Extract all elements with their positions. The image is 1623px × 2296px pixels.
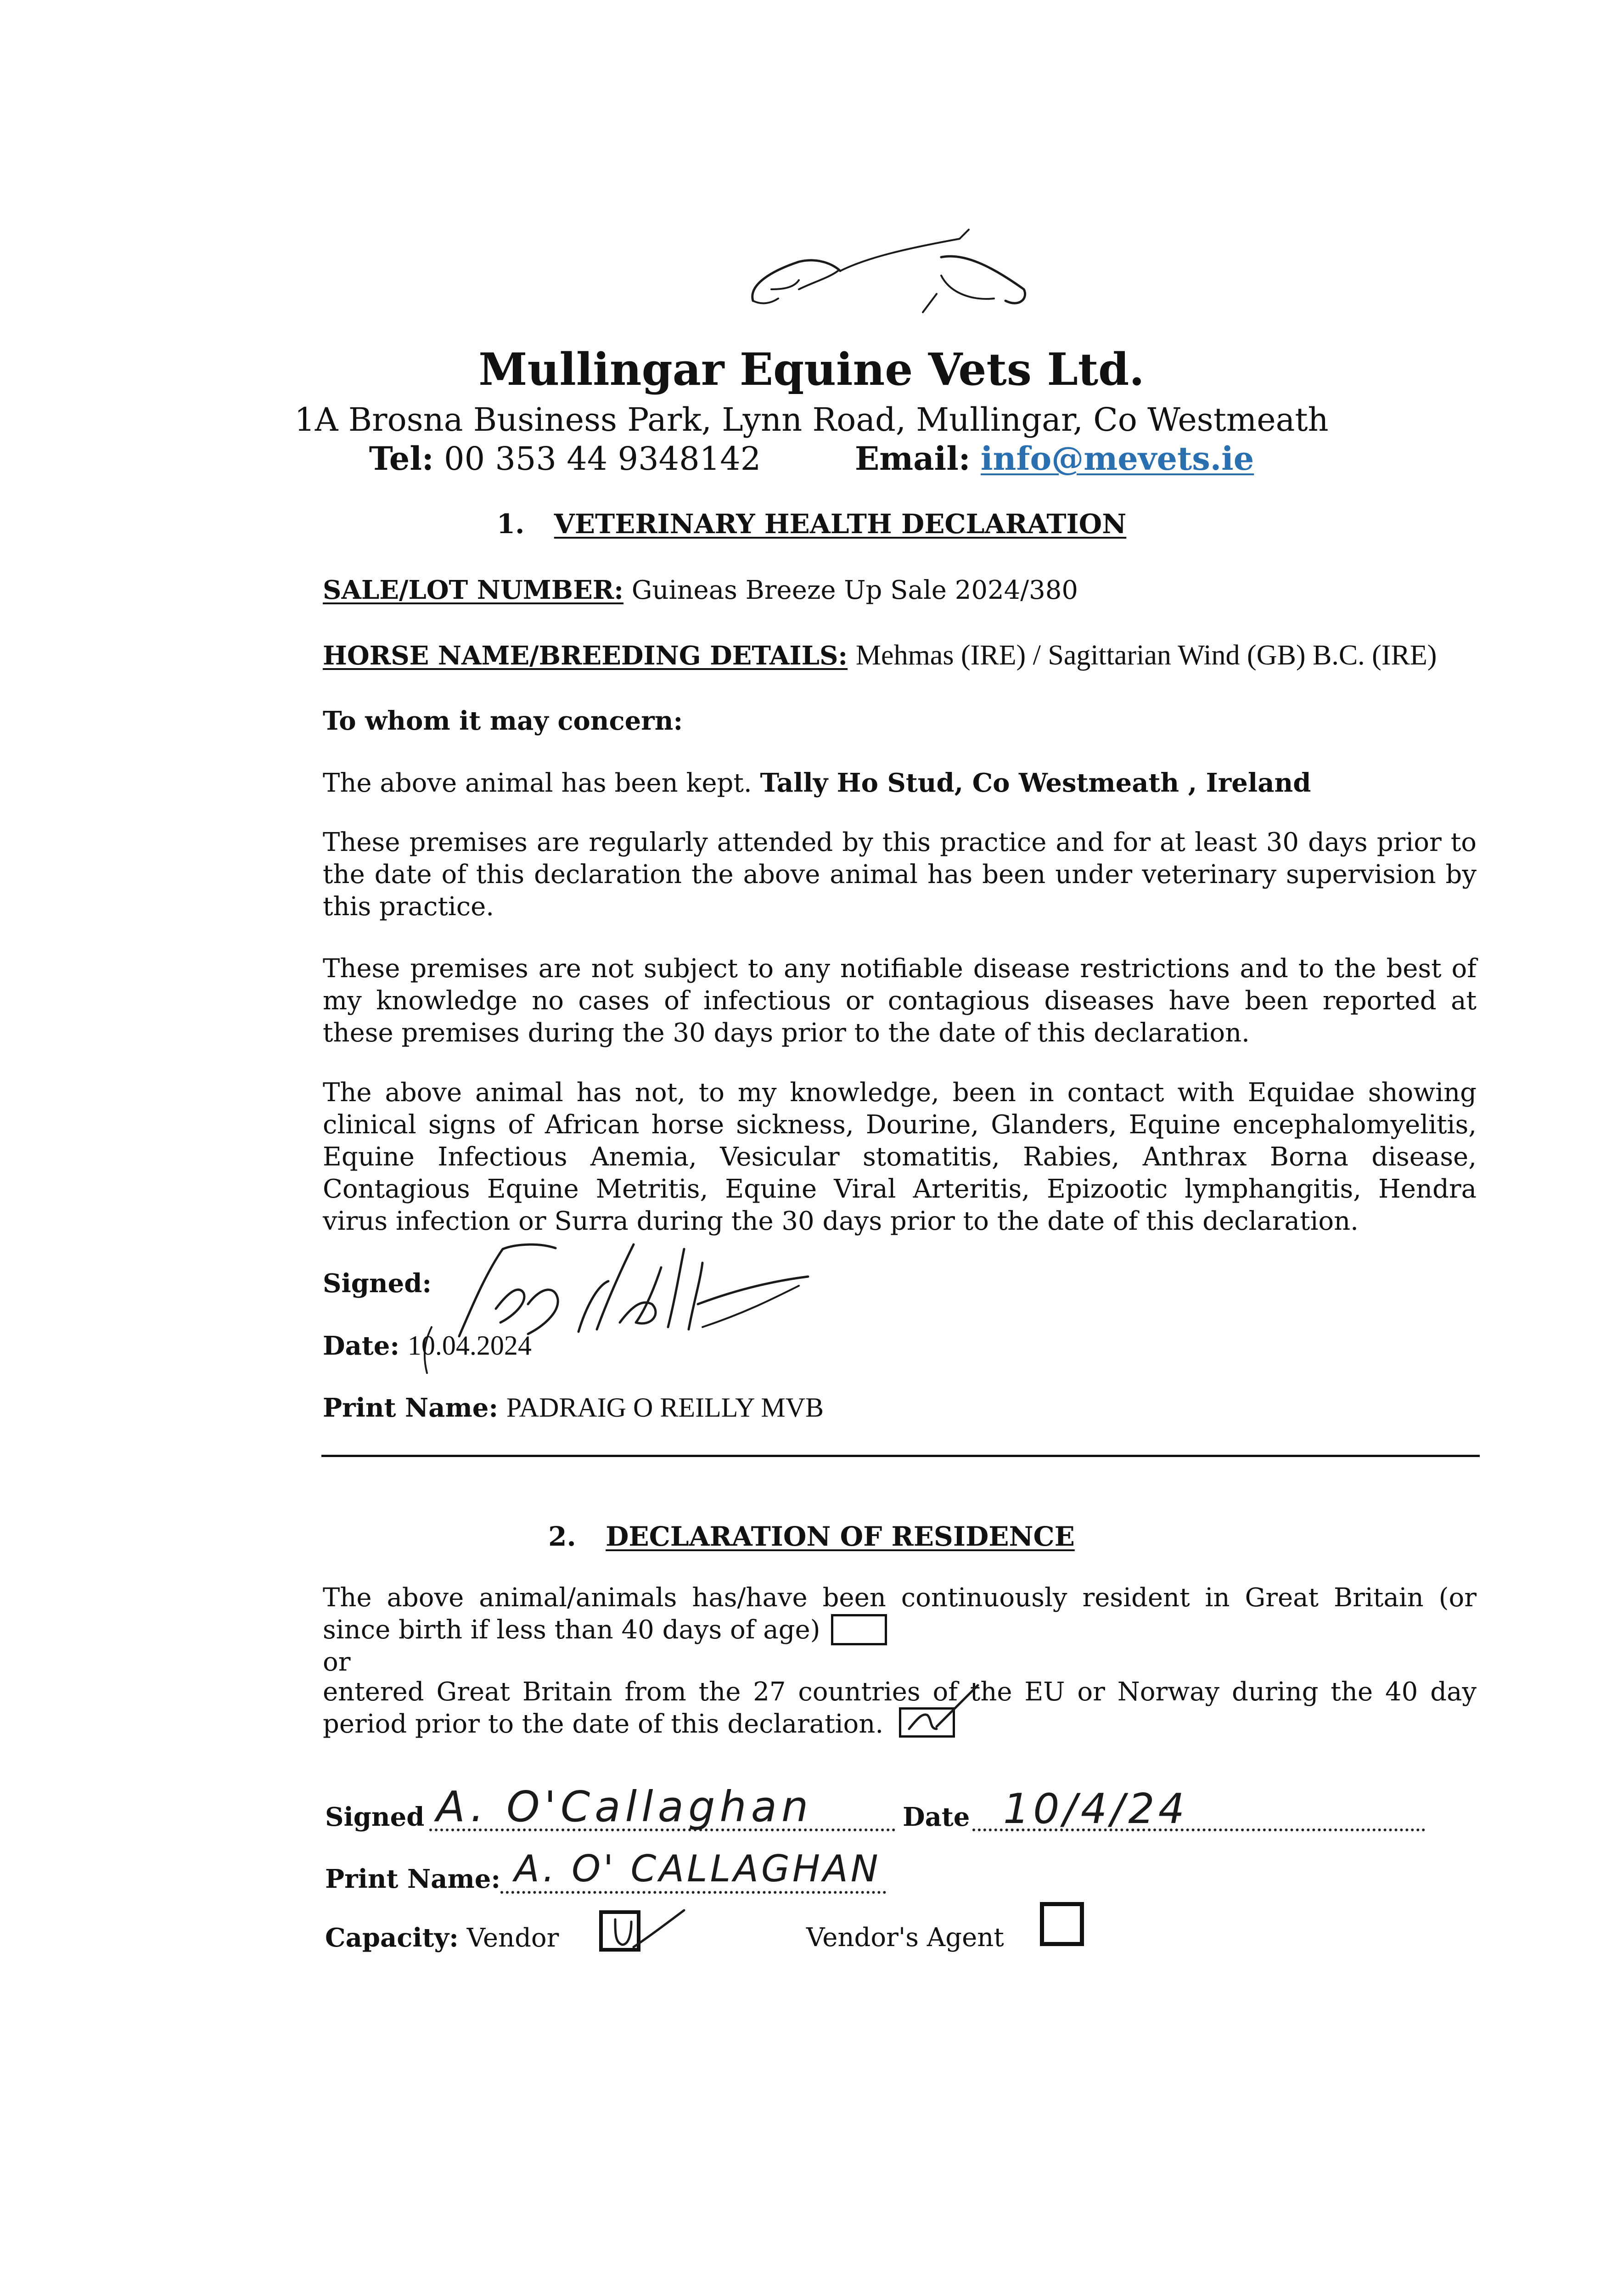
paragraph-restrictions: These premises are not subject to any notifiable disease restrictions and to the best of my knowledge no cases of infectious or contagious diseases have been reported at these premises during the 30 days prior to the date of this declaration. xyxy=(323,954,1477,1048)
section2-number: 2. xyxy=(548,1521,576,1552)
company-address: 1A Brosna Business Park, Lynn Road, Mullingar, Co Westmeath xyxy=(294,401,1329,439)
owner-signed-label: Signed xyxy=(325,1802,425,1832)
vet-print-value: PADRAIG O REILLY MVB xyxy=(506,1392,824,1423)
capacity-line xyxy=(325,1922,559,1954)
or-text: or xyxy=(323,1647,351,1677)
vendor-check-icon xyxy=(606,1901,689,1956)
contact-line xyxy=(0,439,1623,479)
owner-signed-value[interactable]: A. O'Callaghan xyxy=(436,1782,813,1831)
salutation: To whom it may concern: xyxy=(323,706,683,736)
sale-lot-value: Guineas Breeze Up Sale 2024/380 xyxy=(631,575,1078,605)
email-link[interactable]: info@mevets.ie xyxy=(980,439,1254,478)
agent-label: Vendor's Agent xyxy=(806,1923,1004,1953)
vet-date-line xyxy=(323,1329,532,1362)
residence-option2-text: entered Great Britain from the 27 countries of the EU or Norway during the 40 day period prior to the date of this declaration. xyxy=(323,1677,1477,1739)
owner-print-label: Print Name: xyxy=(325,1864,500,1894)
section2-title: DECLARATION OF RESIDENCE xyxy=(606,1521,1075,1552)
owner-print-value[interactable]: A. O' CALLAGHAN xyxy=(514,1847,881,1890)
sale-lot-line xyxy=(323,574,1078,607)
section2-heading xyxy=(0,1520,1623,1553)
tel-label: Tel: xyxy=(369,439,434,478)
residence-option1-checkbox[interactable] xyxy=(831,1614,887,1645)
kept-place: Tally Ho Stud, Co Westmeath , Ireland xyxy=(760,768,1311,798)
email-label: Email: xyxy=(854,439,971,478)
paragraph-contact: The above animal has not, to my knowledge, been in contact with Equidae showing clinical signs of African horse sickness, Dourine, Glanders, Equine encephalomyelitis, Equine Infectious Anemia, Vesicular stomatitis, Rabies, Anthrax Borna disease, Contagious Equine Metritis, Equine Viral Arteritis, Epizootic lymphangitis, Hendra virus infection or Surra during the 30 days prior to the date of this declaration. xyxy=(323,1078,1477,1236)
kept-text: The above animal has been kept. xyxy=(323,768,752,798)
vendor-agent-checkbox[interactable] xyxy=(1040,1902,1084,1946)
residence-option2-check-icon xyxy=(895,1671,983,1740)
vet-date-label: Date: xyxy=(323,1331,400,1361)
company-name: Mullingar Equine Vets Ltd. xyxy=(478,343,1145,395)
residence-option1-text: The above animal/animals has/have been continuously resident in Great Britain (or since birth if less than 40 days of age) xyxy=(323,1583,1477,1645)
section1-heading xyxy=(0,507,1623,540)
horse-details-line xyxy=(323,639,1437,672)
vendor-label: Vendor xyxy=(466,1923,559,1953)
section1-number: 1. xyxy=(496,508,525,540)
horse-head-logo-icon xyxy=(744,220,1038,326)
kept-line xyxy=(323,767,1311,799)
sale-lot-label: SALE/LOT NUMBER: xyxy=(323,575,623,605)
section-divider xyxy=(321,1455,1480,1457)
paragraph-supervision: These premises are regularly attended by this practice and for at least 30 days prior to the date of this declaration the above animal has been under veterinary supervision by this practice. xyxy=(323,827,1477,922)
section1-title: VETERINARY HEALTH DECLARATION xyxy=(554,508,1127,540)
vet-date-value: 10.04.2024 xyxy=(407,1330,532,1361)
horse-details-label: HORSE NAME/BREEDING DETAILS: xyxy=(323,641,848,671)
horse-details-value: Mehmas (IRE) / Sagittarian Wind (GB) B.C. (IRE) xyxy=(855,640,1437,671)
capacity-label: Capacity: xyxy=(325,1923,459,1953)
vet-print-label: Print Name: xyxy=(323,1393,498,1423)
owner-date-label: Date xyxy=(903,1802,970,1832)
vet-signed-label: Signed: xyxy=(323,1268,432,1299)
tel-value: 00 353 44 9348142 xyxy=(444,440,761,478)
vet-print-line xyxy=(323,1391,824,1424)
owner-date-value[interactable]: 10/4/24 xyxy=(1003,1785,1188,1833)
